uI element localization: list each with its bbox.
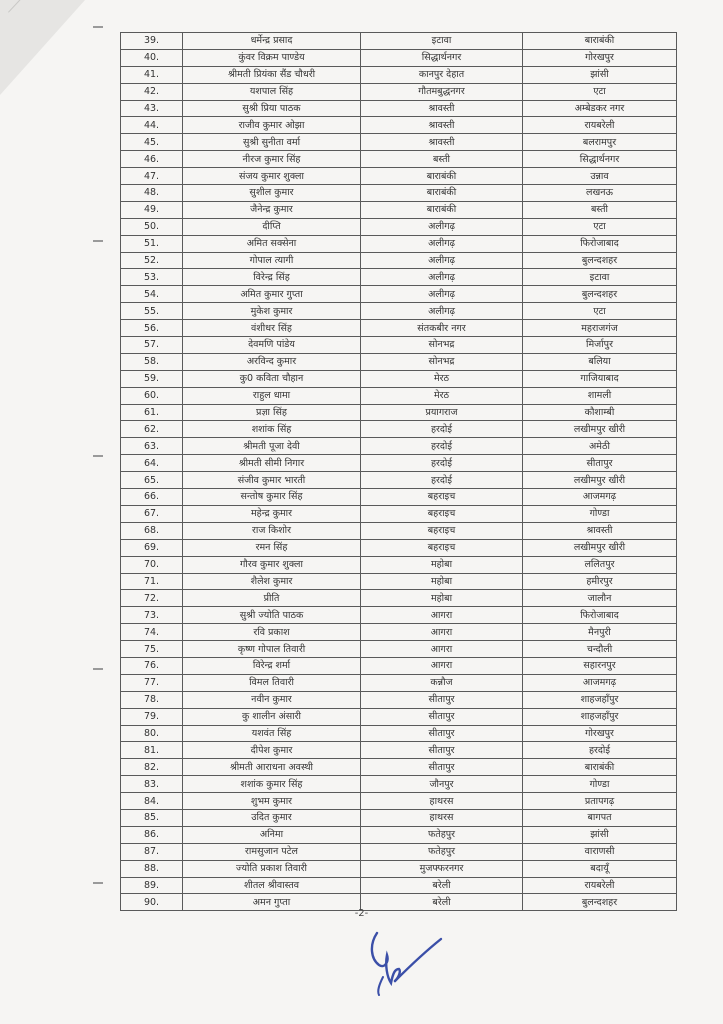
current-district-cell: बरेली <box>361 877 523 894</box>
new-district-cell: रायबरेली <box>523 117 677 134</box>
new-district-cell: प्रतापगढ़ <box>523 793 677 810</box>
new-district-cell: बुलन्दशहर <box>523 286 677 303</box>
serial-number-cell: 68. <box>121 522 183 539</box>
table-row <box>121 421 677 438</box>
name-cell: महेन्द्र कुमार <box>183 505 361 522</box>
page-number: -2- <box>354 908 369 919</box>
name-cell: गोपाल त्यागी <box>183 252 361 269</box>
table-row <box>121 320 677 337</box>
new-district-cell: आजमगढ़ <box>523 674 677 691</box>
table-row <box>121 776 677 793</box>
current-district-cell: हरदोई <box>361 438 523 455</box>
table-row <box>121 522 677 539</box>
name-cell: शैलेश कुमार <box>183 573 361 590</box>
serial-number-cell: 40. <box>121 49 183 66</box>
table-row <box>121 117 677 134</box>
current-district-cell: महोबा <box>361 590 523 607</box>
new-district-cell: शामली <box>523 387 677 404</box>
serial-number-cell: 90. <box>121 894 183 911</box>
serial-number-cell: 59. <box>121 370 183 387</box>
new-district-cell: जालौन <box>523 590 677 607</box>
serial-number-cell: 65. <box>121 472 183 489</box>
new-district-cell: झांसी <box>523 826 677 843</box>
serial-number-cell: 63. <box>121 438 183 455</box>
new-district-cell: चन्दौली <box>523 641 677 658</box>
new-district-cell: शाहजहाँपुर <box>523 708 677 725</box>
new-district-cell: एटा <box>523 83 677 100</box>
name-cell: दीपेश कुमार <box>183 742 361 759</box>
new-district-cell: गोरखपुर <box>523 49 677 66</box>
current-district-cell: मेरठ <box>361 387 523 404</box>
table-row <box>121 303 677 320</box>
table-row <box>121 809 677 826</box>
serial-number-cell: 55. <box>121 303 183 320</box>
serial-number-cell: 71. <box>121 573 183 590</box>
table-row <box>121 387 677 404</box>
name-cell: प्रीति <box>183 590 361 607</box>
serial-number-cell: 72. <box>121 590 183 607</box>
current-district-cell: महोबा <box>361 556 523 573</box>
serial-number-cell: 78. <box>121 691 183 708</box>
current-district-cell: बहराइच <box>361 522 523 539</box>
name-cell: अमित सक्सेना <box>183 235 361 252</box>
new-district-cell: ललितपुर <box>523 556 677 573</box>
current-district-cell: सोनभद्र <box>361 337 523 354</box>
new-district-cell: सीतापुर <box>523 455 677 472</box>
table-row <box>121 252 677 269</box>
current-district-cell: सिद्धार्थनगर <box>361 49 523 66</box>
name-cell: यशवंत सिंह <box>183 725 361 742</box>
name-cell: कु शालीन अंसारी <box>183 708 361 725</box>
table-row <box>121 353 677 370</box>
new-district-cell: लखीमपुर खीरी <box>523 472 677 489</box>
serial-number-cell: 43. <box>121 100 183 117</box>
new-district-cell: हरदोई <box>523 742 677 759</box>
table-row <box>121 742 677 759</box>
serial-number-cell: 76. <box>121 657 183 674</box>
serial-number-cell: 52. <box>121 252 183 269</box>
new-district-cell: शाहजहाँपुर <box>523 691 677 708</box>
name-cell: शुभम कुमार <box>183 793 361 810</box>
name-cell: विमल तिवारी <box>183 674 361 691</box>
name-cell: विरेन्द्र शर्मा <box>183 657 361 674</box>
new-district-cell: बलरामपुर <box>523 134 677 151</box>
current-district-cell: प्रयागराज <box>361 404 523 421</box>
serial-number-cell: 51. <box>121 235 183 252</box>
current-district-cell: इटावा <box>361 33 523 50</box>
name-cell: शशांक कुमार सिंह <box>183 776 361 793</box>
new-district-cell: रायबरेली <box>523 877 677 894</box>
table-row <box>121 83 677 100</box>
current-district-cell: आगरा <box>361 624 523 641</box>
current-district-cell: अलीगढ़ <box>361 235 523 252</box>
current-district-cell: आगरा <box>361 641 523 658</box>
name-cell: अमन गुप्ता <box>183 894 361 911</box>
name-cell: श्रीमती आराधना अवस्थी <box>183 759 361 776</box>
new-district-cell: लखीमपुर खीरी <box>523 421 677 438</box>
table-row <box>121 826 677 843</box>
new-district-cell: गोण्डा <box>523 776 677 793</box>
serial-number-cell: 48. <box>121 185 183 202</box>
current-district-cell: अलीगढ़ <box>361 252 523 269</box>
new-district-cell: झांसी <box>523 66 677 83</box>
name-cell: गौरव कुमार शुक्ला <box>183 556 361 573</box>
name-cell: प्रज्ञा सिंह <box>183 404 361 421</box>
table-row <box>121 708 677 725</box>
new-district-cell: बलिया <box>523 353 677 370</box>
new-district-cell: मिर्जापुर <box>523 337 677 354</box>
name-cell: अनिमा <box>183 826 361 843</box>
name-cell: शीतल श्रीवास्तव <box>183 877 361 894</box>
name-cell: श्रीमती सीमी निगार <box>183 455 361 472</box>
new-district-cell: एटा <box>523 303 677 320</box>
table-row <box>121 168 677 185</box>
table-row <box>121 843 677 860</box>
serial-number-cell: 83. <box>121 776 183 793</box>
current-district-cell: श्रावस्ती <box>361 134 523 151</box>
serial-number-cell: 82. <box>121 759 183 776</box>
current-district-cell: सीतापुर <box>361 708 523 725</box>
transfer-list-table <box>120 32 677 911</box>
new-district-cell: लखीमपुर खीरी <box>523 539 677 556</box>
current-district-cell: बाराबंकी <box>361 168 523 185</box>
new-district-cell: महराजगंज <box>523 320 677 337</box>
current-district-cell: सीतापुर <box>361 742 523 759</box>
name-cell: अरविन्द कुमार <box>183 353 361 370</box>
current-district-cell: संतकबीर नगर <box>361 320 523 337</box>
table-row <box>121 573 677 590</box>
serial-number-cell: 64. <box>121 455 183 472</box>
new-district-cell: बस्ती <box>523 201 677 218</box>
signature-icon <box>365 925 445 1000</box>
serial-number-cell: 53. <box>121 269 183 286</box>
new-district-cell: अम्बेडकर नगर <box>523 100 677 117</box>
current-district-cell: बाराबंकी <box>361 185 523 202</box>
name-cell: जैनेन्द्र कुमार <box>183 201 361 218</box>
serial-number-cell: 77. <box>121 674 183 691</box>
new-district-cell: बाराबंकी <box>523 759 677 776</box>
table-row <box>121 404 677 421</box>
new-district-cell: कौशाम्बी <box>523 404 677 421</box>
table-row <box>121 590 677 607</box>
name-cell: सुशील कुमार <box>183 185 361 202</box>
name-cell: रमन सिंह <box>183 539 361 556</box>
current-district-cell: सीतापुर <box>361 691 523 708</box>
current-district-cell: श्रावस्ती <box>361 100 523 117</box>
current-district-cell: फतेहपुर <box>361 843 523 860</box>
new-district-cell: आजमगढ़ <box>523 489 677 506</box>
name-cell: सुश्री ज्योति पाठक <box>183 607 361 624</box>
table-row <box>121 489 677 506</box>
new-district-cell: श्रावस्ती <box>523 522 677 539</box>
current-district-cell: गौतमबुद्धनगर <box>361 83 523 100</box>
margin-mark <box>93 455 103 457</box>
table-row <box>121 624 677 641</box>
serial-number-cell: 79. <box>121 708 183 725</box>
table-row <box>121 66 677 83</box>
current-district-cell: बरेली <box>361 894 523 911</box>
table-row <box>121 607 677 624</box>
current-district-cell: हरदोई <box>361 421 523 438</box>
table-row <box>121 337 677 354</box>
name-cell: श्रीमती पूजा देवी <box>183 438 361 455</box>
serial-number-cell: 66. <box>121 489 183 506</box>
table-row <box>121 286 677 303</box>
name-cell: संजीव कुमार भारती <box>183 472 361 489</box>
serial-number-cell: 70. <box>121 556 183 573</box>
table-row <box>121 235 677 252</box>
table-row <box>121 759 677 776</box>
current-district-cell: अलीगढ़ <box>361 286 523 303</box>
serial-number-cell: 85. <box>121 809 183 826</box>
name-cell: शशांक सिंह <box>183 421 361 438</box>
name-cell: कुंवर विक्रम पाण्डेय <box>183 49 361 66</box>
new-district-cell: बाराबंकी <box>523 33 677 50</box>
new-district-cell: एटा <box>523 218 677 235</box>
new-district-cell: गाजियाबाद <box>523 370 677 387</box>
table-row <box>121 49 677 66</box>
current-district-cell: कानपुर देहात <box>361 66 523 83</box>
new-district-cell: गोरखपुर <box>523 725 677 742</box>
current-district-cell: हरदोई <box>361 455 523 472</box>
current-district-cell: आगरा <box>361 657 523 674</box>
name-cell: संजय कुमार शुक्ला <box>183 168 361 185</box>
table-row <box>121 134 677 151</box>
current-district-cell: अलीगढ़ <box>361 303 523 320</box>
name-cell: दीप्ति <box>183 218 361 235</box>
table-row <box>121 100 677 117</box>
serial-number-cell: 88. <box>121 860 183 877</box>
serial-number-cell: 86. <box>121 826 183 843</box>
current-district-cell: बहराइच <box>361 539 523 556</box>
serial-number-cell: 81. <box>121 742 183 759</box>
table-row <box>121 725 677 742</box>
current-district-cell: मेरठ <box>361 370 523 387</box>
name-cell: देवमणि पांडेय <box>183 337 361 354</box>
serial-number-cell: 49. <box>121 201 183 218</box>
serial-number-cell: 50. <box>121 218 183 235</box>
name-cell: श्रीमती प्रियंका सैंड चौधरी <box>183 66 361 83</box>
table-row <box>121 370 677 387</box>
name-cell: राज किशोर <box>183 522 361 539</box>
table-row <box>121 860 677 877</box>
serial-number-cell: 67. <box>121 505 183 522</box>
new-district-cell: बदायूँ <box>523 860 677 877</box>
folded-corner <box>0 0 85 95</box>
current-district-cell: हाथरस <box>361 793 523 810</box>
new-district-cell: फिरोजाबाद <box>523 235 677 252</box>
name-cell: धर्मेन्द्र प्रसाद <box>183 33 361 50</box>
name-cell: रवि प्रकाश <box>183 624 361 641</box>
serial-number-cell: 73. <box>121 607 183 624</box>
margin-mark <box>93 240 103 242</box>
name-cell: ज्योति प्रकाश तिवारी <box>183 860 361 877</box>
serial-number-cell: 87. <box>121 843 183 860</box>
current-district-cell: कन्नौज <box>361 674 523 691</box>
name-cell: कु0 कविता चौहान <box>183 370 361 387</box>
name-cell: मुकेश कुमार <box>183 303 361 320</box>
name-cell: कृष्ण गोपाल तिवारी <box>183 641 361 658</box>
current-district-cell: फतेहपुर <box>361 826 523 843</box>
table-row <box>121 438 677 455</box>
serial-number-cell: 47. <box>121 168 183 185</box>
current-district-cell: अलीगढ़ <box>361 218 523 235</box>
new-district-cell: मैनपुरी <box>523 624 677 641</box>
serial-number-cell: 46. <box>121 151 183 168</box>
table-row <box>121 674 677 691</box>
name-cell: सन्तोष कुमार सिंह <box>183 489 361 506</box>
margin-mark <box>93 26 103 28</box>
table-row <box>121 185 677 202</box>
table-row <box>121 151 677 168</box>
name-cell: सुश्री सुनीता वर्मा <box>183 134 361 151</box>
new-district-cell: बागपत <box>523 809 677 826</box>
current-district-cell: बस्ती <box>361 151 523 168</box>
table-row <box>121 539 677 556</box>
serial-number-cell: 58. <box>121 353 183 370</box>
current-district-cell: सीतापुर <box>361 725 523 742</box>
serial-number-cell: 56. <box>121 320 183 337</box>
table-row <box>121 505 677 522</box>
current-district-cell: सोनभद्र <box>361 353 523 370</box>
serial-number-cell: 57. <box>121 337 183 354</box>
table-row <box>121 33 677 50</box>
table-row <box>121 472 677 489</box>
serial-number-cell: 89. <box>121 877 183 894</box>
new-district-cell: सहारनपुर <box>523 657 677 674</box>
current-district-cell: हरदोई <box>361 472 523 489</box>
current-district-cell: श्रावस्ती <box>361 117 523 134</box>
new-district-cell: गोण्डा <box>523 505 677 522</box>
current-district-cell: बहराइच <box>361 489 523 506</box>
table-body <box>121 33 677 911</box>
new-district-cell: उन्नाव <box>523 168 677 185</box>
serial-number-cell: 74. <box>121 624 183 641</box>
table-row <box>121 793 677 810</box>
new-district-cell: इटावा <box>523 269 677 286</box>
serial-number-cell: 75. <box>121 641 183 658</box>
margin-mark <box>93 668 103 670</box>
name-cell: वंशीधर सिंह <box>183 320 361 337</box>
new-district-cell: सिद्धार्थनगर <box>523 151 677 168</box>
new-district-cell: अमेठी <box>523 438 677 455</box>
serial-number-cell: 42. <box>121 83 183 100</box>
table-row <box>121 691 677 708</box>
current-district-cell: हाथरस <box>361 809 523 826</box>
table-row <box>121 877 677 894</box>
current-district-cell: सीतापुर <box>361 759 523 776</box>
new-district-cell: वाराणसी <box>523 843 677 860</box>
serial-number-cell: 41. <box>121 66 183 83</box>
table-row <box>121 556 677 573</box>
table-row <box>121 218 677 235</box>
name-cell: विरेन्द्र सिंह <box>183 269 361 286</box>
new-district-cell: लखनऊ <box>523 185 677 202</box>
current-district-cell: बहराइच <box>361 505 523 522</box>
name-cell: सुश्री प्रिया पाठक <box>183 100 361 117</box>
table-row <box>121 201 677 218</box>
margin-mark <box>93 882 103 884</box>
serial-number-cell: 80. <box>121 725 183 742</box>
table-row <box>121 455 677 472</box>
new-district-cell: बुलन्दशहर <box>523 894 677 911</box>
serial-number-cell: 39. <box>121 33 183 50</box>
new-district-cell: हमीरपुर <box>523 573 677 590</box>
serial-number-cell: 69. <box>121 539 183 556</box>
table-row <box>121 641 677 658</box>
name-cell: राजीव कुमार ओझा <box>183 117 361 134</box>
name-cell: रामसुजान पटेल <box>183 843 361 860</box>
current-district-cell: मुजफ्फरनगर <box>361 860 523 877</box>
current-district-cell: अलीगढ़ <box>361 269 523 286</box>
current-district-cell: बाराबंकी <box>361 201 523 218</box>
serial-number-cell: 60. <box>121 387 183 404</box>
new-district-cell: फिरोजाबाद <box>523 607 677 624</box>
serial-number-cell: 44. <box>121 117 183 134</box>
new-district-cell: बुलन्दशहर <box>523 252 677 269</box>
table-row <box>121 269 677 286</box>
current-district-cell: आगरा <box>361 607 523 624</box>
serial-number-cell: 45. <box>121 134 183 151</box>
serial-number-cell: 84. <box>121 793 183 810</box>
current-district-cell: महोबा <box>361 573 523 590</box>
name-cell: राहुल धामा <box>183 387 361 404</box>
name-cell: उदित कुमार <box>183 809 361 826</box>
serial-number-cell: 62. <box>121 421 183 438</box>
table-row <box>121 657 677 674</box>
serial-number-cell: 61. <box>121 404 183 421</box>
current-district-cell: जौनपुर <box>361 776 523 793</box>
serial-number-cell: 54. <box>121 286 183 303</box>
name-cell: नीरज कुमार सिंह <box>183 151 361 168</box>
name-cell: यशपाल सिंह <box>183 83 361 100</box>
name-cell: अमित कुमार गुप्ता <box>183 286 361 303</box>
name-cell: नवीन कुमार <box>183 691 361 708</box>
